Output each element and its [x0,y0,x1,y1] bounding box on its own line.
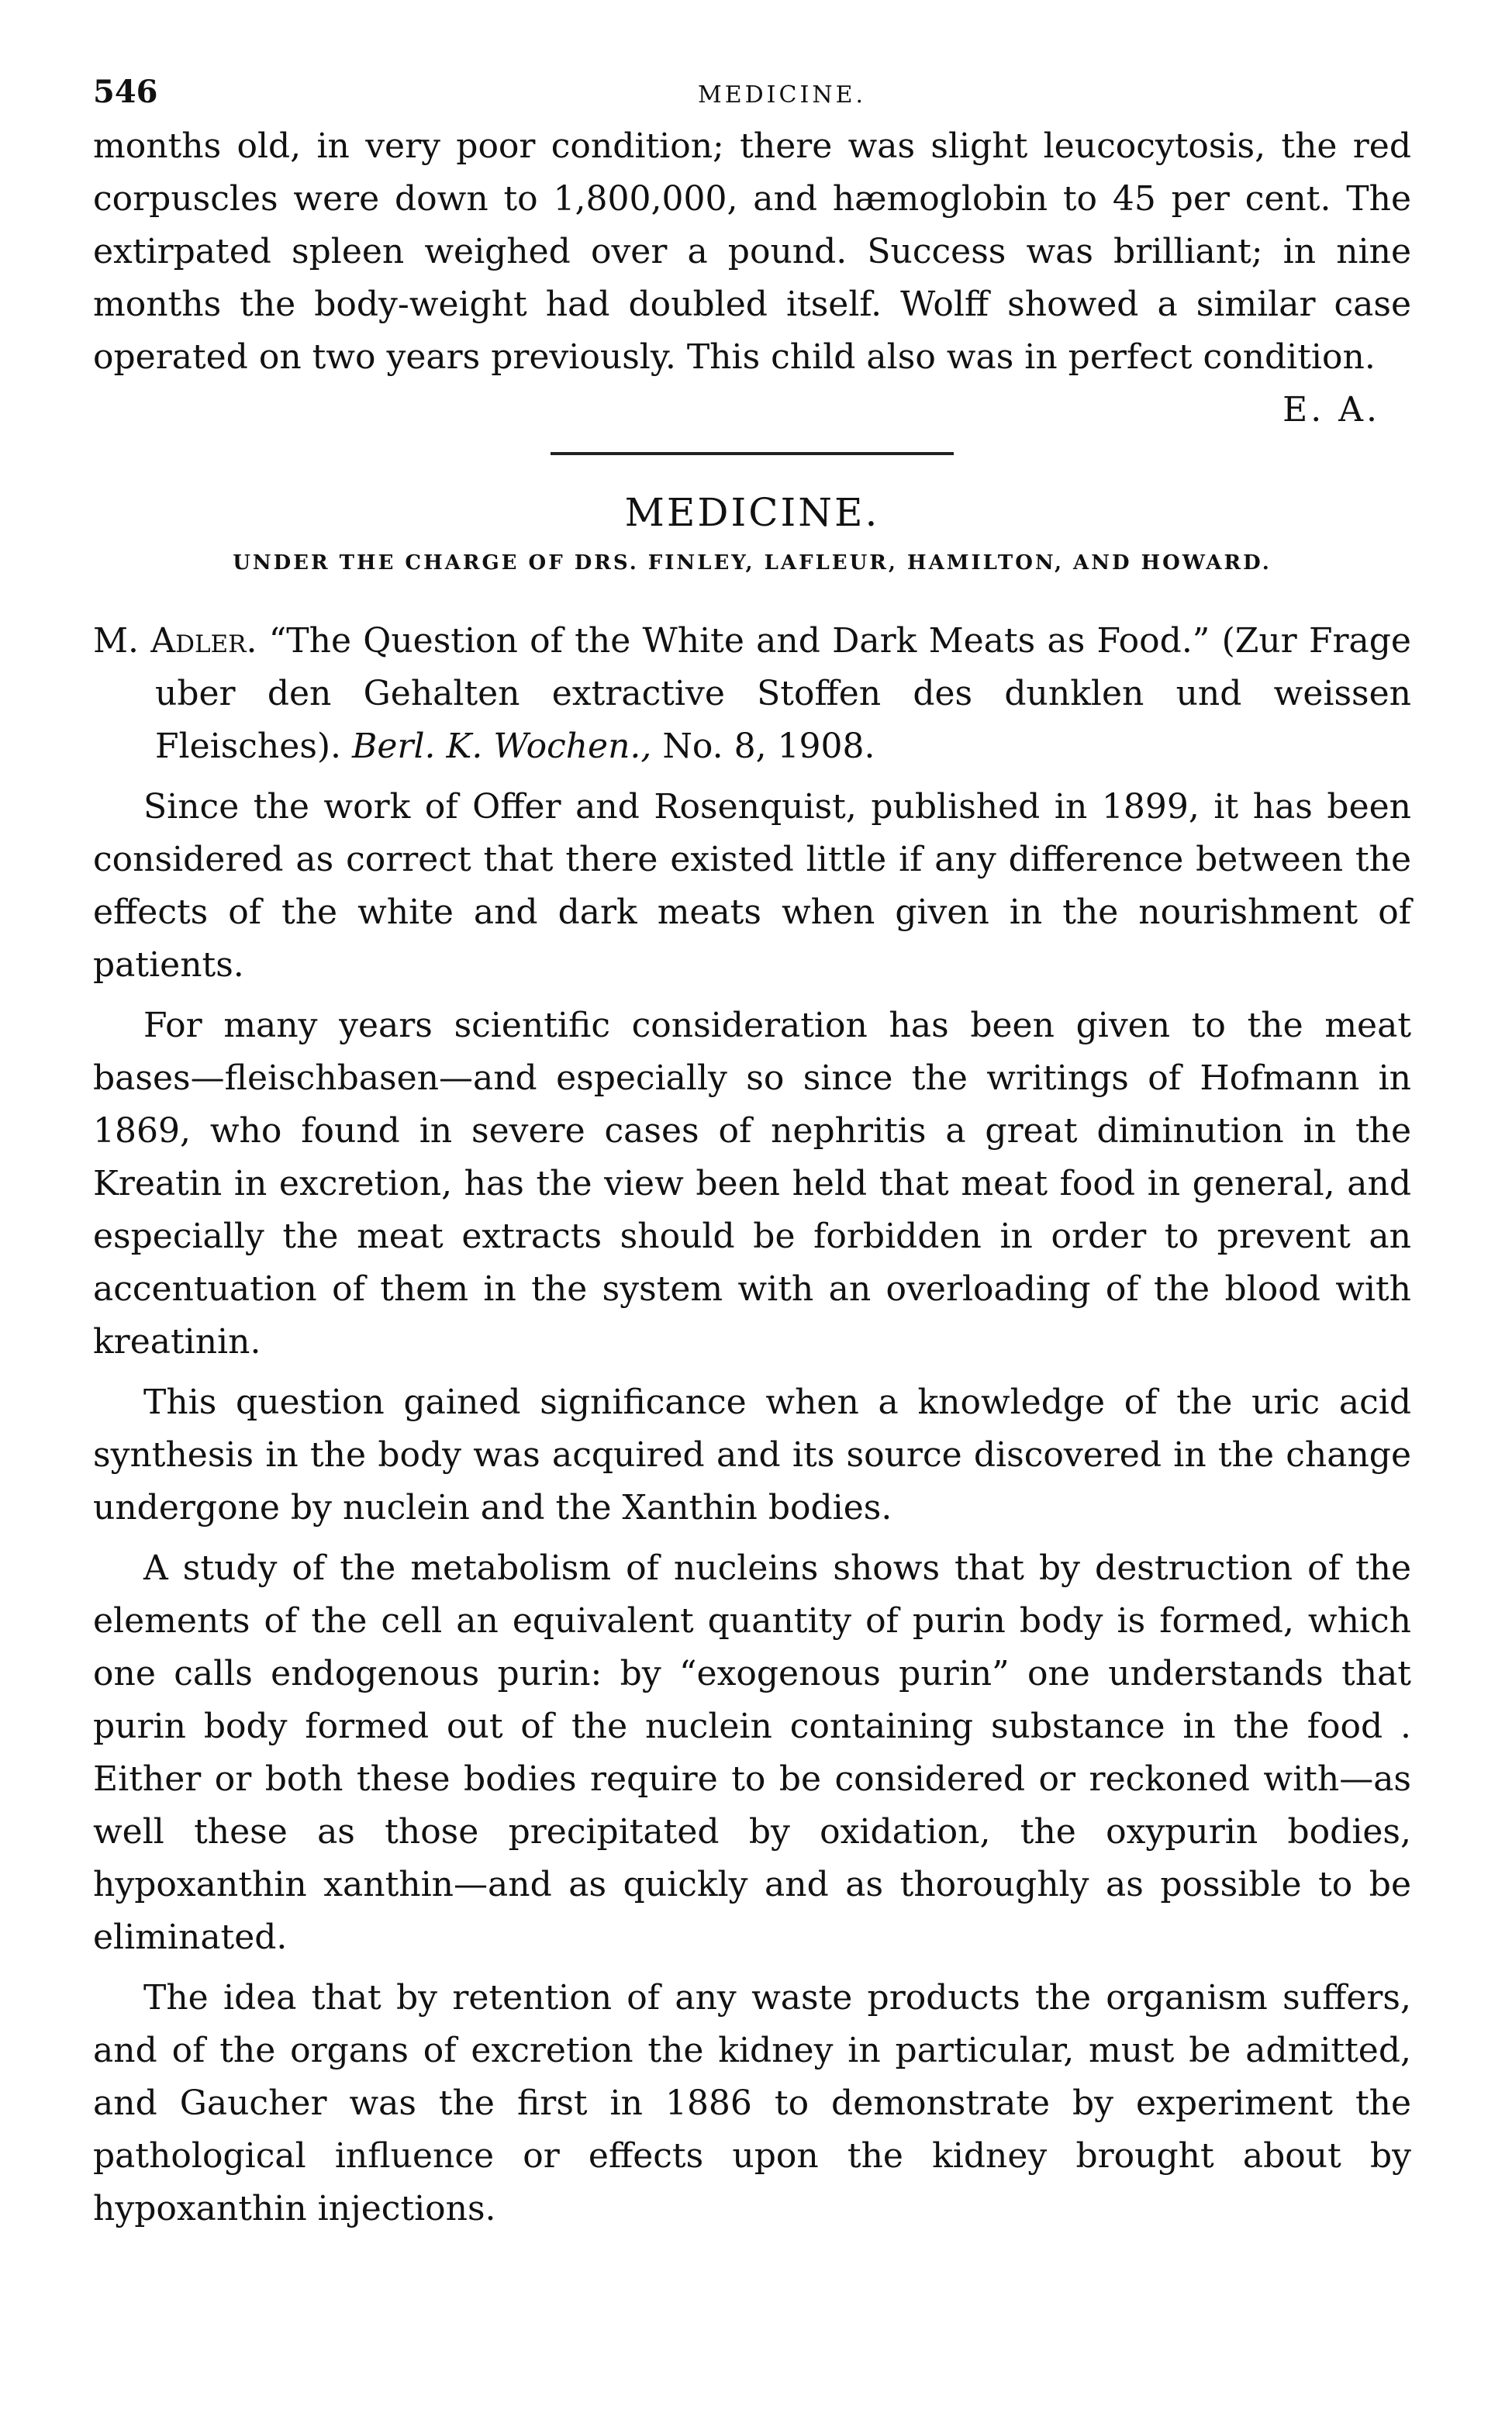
citation-author: M. Adler. [93,621,257,661]
running-title: MEDICINE. [698,81,867,109]
citation-journal: Berl. K. Wochen., [352,727,652,766]
section-subtitle: UNDER THE CHARGE OF DRS. FINLEY, LAFLEUR, HAMILTON, AND HOWARD. [233,551,1272,575]
citation-issue: No. 8, 1908. [662,727,875,766]
section-title: MEDICINE. [624,490,880,535]
body-paragraph: The idea that by retention of any waste products the organism suffers, and of the organs of excretion the kidney in particular, must be admitted, and Gaucher was the first in 1886 to demonstrate by experiment the pathological influence or effects upon the kidney brought about by hypoxanthin injections. [93,1978,1411,2228]
body-paragraph: A study of the metabolism of nucleins shows that by destruction of the elements of the cell an equivalent quantity of purin body is formed, which one calls endogenous purin: by “exogenous purin” one understands that purin body formed out of the nuclein containing substance in the food . Either or both these bodies require to be considered or reckoned with—as well these as those precipitated by oxidation, the oxypurin bodies, hypoxanthin xanthin—and as quickly and as thoroughly as possible to be eliminated. [93,1548,1411,1957]
section-divider [551,452,954,455]
citation-title-english: “The Question of the White and Dark Meats as Food.” [268,621,1210,661]
running-head [93,74,1411,120]
body-paragraph: This question gained significance when a knowledge of the uric acid synthesis in the body was acquired and its source discovered in the change undergone by nuclein and the Xanthin bodies. [93,1383,1411,1528]
citation-title-german: (Zur Frage uber den Gehalten extractive Stoffen des dunklen und weissen Fleisches). [155,621,1411,766]
body-paragraph: For many years scientific consideration has been given to the meat bases—fleischbasen—and especially so since the writings of Hofmann in 1869, who found in severe cases of nephritis a great diminution in the Kreatin in excretion, has the view been held that meat food in general, and especially the meat extracts should be forbidden in order to prevent an accentuation of them in the system with an overloading of the blood with kreatinin. [93,1006,1411,1362]
author-initials: E. A. [1282,390,1380,430]
page [93,74,1411,2235]
continued-paragraph: months old, in very poor condition; there was slight leucocytosis, the red corpuscles were down to 1,800,000, and hæmoglobin to 45 per cent. The extirpated spleen weighed over a pound. Success was brilliant; in nine months the body-weight had doubled itself. Wolff showed a similar case operated on two years previously. This child also was in perfect condition. [93,126,1411,377]
page-number: 546 [93,74,158,110]
article-citation [93,615,1411,773]
body-paragraph: Since the work of Offer and Rosenquist, published in 1899, it has been considered as correct that there existed little if any difference between the effects of the white and dark meats when given in the nourishment of patients. [93,787,1411,985]
